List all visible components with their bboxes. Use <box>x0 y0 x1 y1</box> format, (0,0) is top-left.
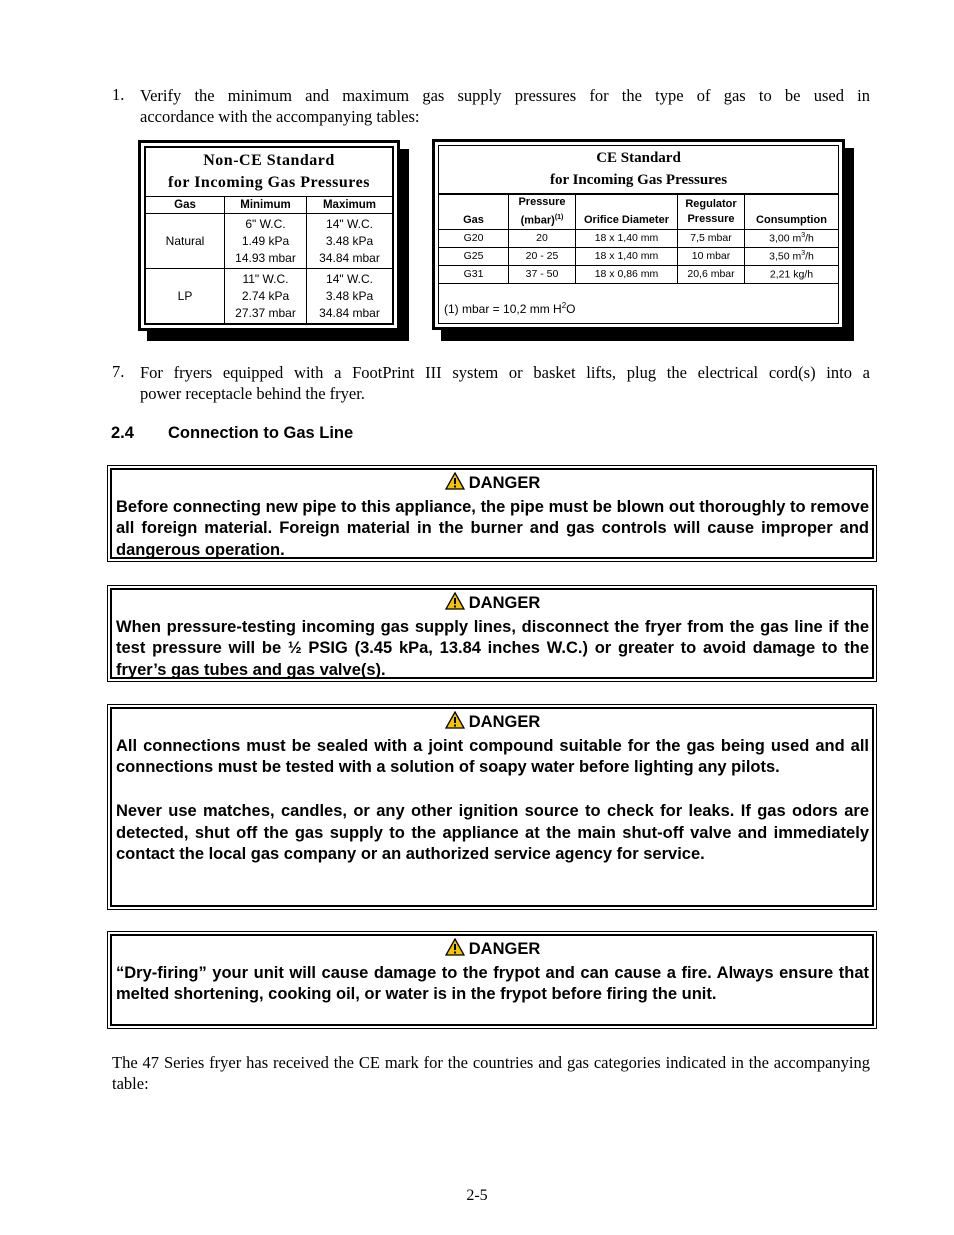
ce-header-pressure: Pressure (mbar)$^{(1)}$ <box>509 195 576 230</box>
ce-header-regulator: Regulator Pressure <box>678 195 745 230</box>
non-ce-natural-min: 6" W.C. 1.49 kPa 14.93 mbar <box>225 214 307 269</box>
warning-triangle-icon <box>445 711 465 736</box>
non-ce-gas-lp: LP <box>146 269 225 324</box>
step-1-line-1: Verify the minimum and maximum gas supply pressures for the type of gas to be used in <box>140 86 870 105</box>
danger-text: All connections must be sealed with a joint compound suitable for the gas being used and all connections must be tested with a solution of soapy water before lighting any pilots. <box>116 736 869 777</box>
page-number: 2-5 <box>466 1187 488 1204</box>
ce-header-consumption: Consumption <box>745 195 839 230</box>
step-7-number: 7. <box>112 362 125 381</box>
step-7-line-2: power receptacle behind the fryer. <box>140 384 365 403</box>
section-title: Connection to Gas Line <box>168 424 354 442</box>
non-ce-table <box>138 140 400 331</box>
danger-heading: DANGER <box>468 594 541 612</box>
ce-row-g20: G20 20 18 x 1,40 mm 7,5 mbar 3,00 $m^3/h$ <box>439 229 838 247</box>
ce-title: CE Standard <box>596 150 681 166</box>
danger-box-3 <box>107 704 877 910</box>
danger-text: Before connecting new pipe to this appliance, the pipe must be blown out thoroughly to remove all foreign material. Foreign material in the burner and gas controls will cause improper and dangerous operation. <box>116 497 869 560</box>
non-ce-subtitle: for Incoming Gas Pressures <box>168 174 370 191</box>
non-ce-gas-natural: Natural <box>146 214 225 269</box>
warning-triangle-icon <box>445 938 465 963</box>
step-1-number: 1. <box>112 85 125 104</box>
step-1-line-2: accordance with the accompanying tables: <box>140 107 420 126</box>
ce-header-gas: Gas <box>439 195 509 230</box>
danger-text-2: Never use matches, candles, or any other ignition source to check for leaks. If gas odors are detected, shut off the gas supply to the appliance at the main shut-off valve and immediately contact the local gas company or an authorized service agency for service. <box>116 801 869 864</box>
closing-paragraph: The 47 Series fryer has received the CE mark for the countries and gas categories indicated in the accompanying table: <box>112 1053 870 1093</box>
warning-triangle-icon <box>445 592 465 617</box>
danger-heading: DANGER <box>468 474 541 492</box>
ce-row-g25: G25 20 - 25 18 x 1,40 mm 10 mbar 3,50 $m^3/h$ <box>439 247 838 265</box>
danger-heading: DANGER <box>468 713 541 731</box>
danger-heading: DANGER <box>468 940 541 958</box>
ce-row-g31: G31 37 - 50 18 x 0,86 mm 20,6 mbar 2,21 kg/h <box>439 265 838 283</box>
warning-triangle-icon <box>445 472 465 497</box>
ce-table <box>432 139 845 330</box>
non-ce-header-max: Maximum <box>307 197 393 214</box>
danger-text: When pressure-testing incoming gas supply lines, disconnect the fryer from the gas line if the test pressure will be ½ PSIG (3.45 kPa, 13.84 inches W.C.) or greater to avoid damage to the fryer’s gas tubes and gas valve(s). <box>116 617 869 680</box>
danger-box-1 <box>107 465 877 562</box>
ce-subtitle: for Incoming Gas Pressures <box>549 172 728 188</box>
non-ce-lp-min: 11" W.C. 2.74 kPa 27.37 mbar <box>225 269 307 324</box>
non-ce-lp-max: 14" W.C. 3.48 kPa 34.84 mbar <box>307 269 393 324</box>
non-ce-title: Non-CE Standard <box>203 152 335 169</box>
danger-box-4 <box>107 931 877 1029</box>
danger-text: “Dry-firing” your unit will cause damage to the frypot and can cause a fire. Always ensure that melted shortening, cooking oil, or water is in the frypot before firing the unit. <box>116 963 869 1004</box>
non-ce-header-min: Minimum <box>225 197 307 214</box>
section-number: 2.4 <box>111 424 134 442</box>
ce-footnote: (1) mbar = 10,2 mm $H^2O$ <box>444 301 576 316</box>
non-ce-header-gas: Gas <box>146 197 225 214</box>
ce-header-orifice: Orifice Diameter <box>576 195 678 230</box>
danger-box-2 <box>107 585 877 682</box>
step-7-line-1: For fryers equipped with a FootPrint III system or basket lifts, plug the electrical cord(s) into a <box>140 363 870 382</box>
non-ce-natural-max: 14" W.C. 3.48 kPa 34.84 mbar <box>307 214 393 269</box>
